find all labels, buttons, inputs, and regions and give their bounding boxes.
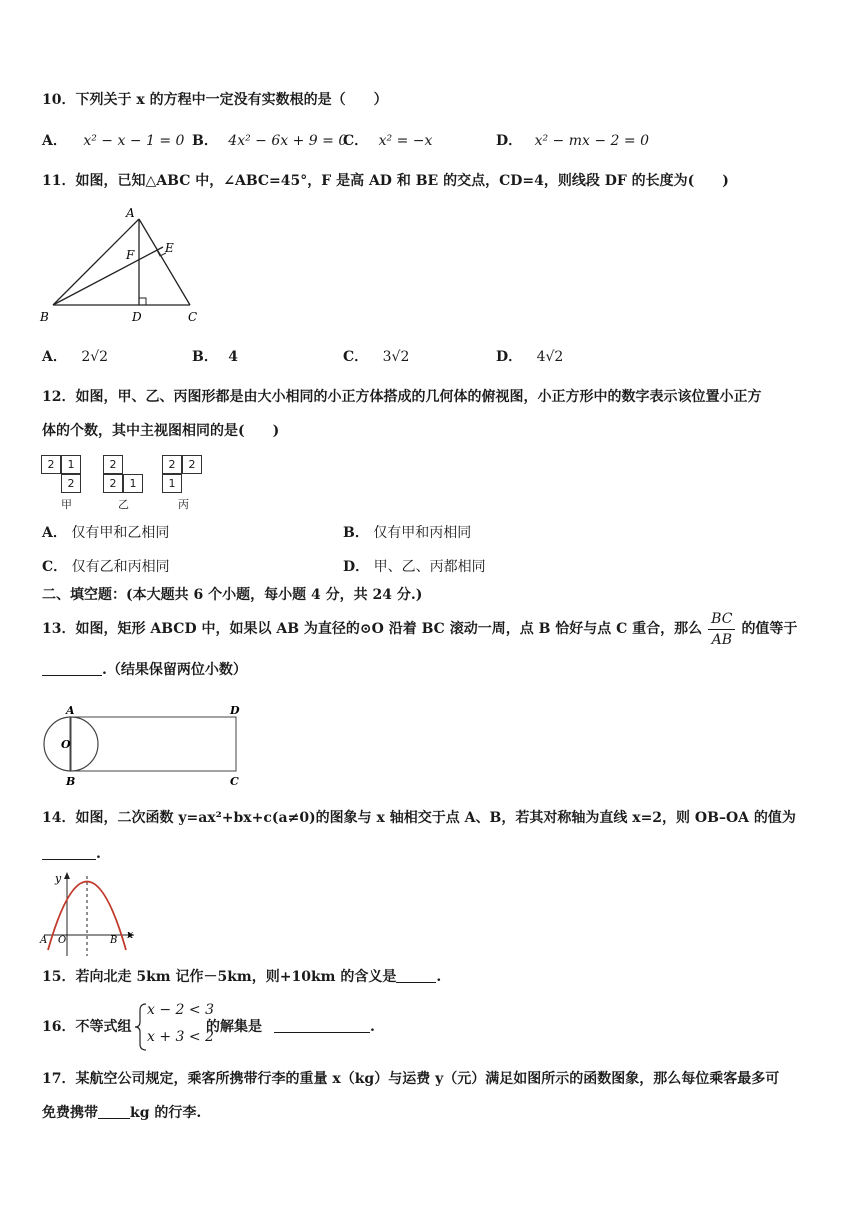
q11-option-d[interactable]	[496, 347, 563, 367]
q17-stem-line1: 17．某航空公司规定，乘客所携带行李的重量 x（kg）与运费 y（元）满足如图所示的函数图象，那么每位乘客最多可	[42, 1071, 780, 1087]
q12-option-c[interactable]	[42, 557, 170, 577]
q17-stem-line2	[42, 1103, 201, 1123]
q13-rectangle-figure	[40, 700, 250, 795]
vertex-label-c: C	[188, 310, 198, 324]
grid-cell: 2	[182, 455, 202, 474]
grid-cell: 2	[162, 455, 182, 474]
answer-blank[interactable]	[42, 661, 102, 676]
q17-line2-a: 免费携带	[42, 1105, 98, 1121]
option-value: 3√2	[382, 349, 410, 365]
q13-stem-a: 13．如图，矩形 ABCD 中，如果以 AB 为直径的⊙O 沿着 BC 滚动一周，点 B 恰好与点 C 重合，那么	[42, 621, 703, 637]
q10-stem: 10．下列关于 x 的方程中一定没有实数根的是（ ）	[42, 92, 388, 108]
q15-text: 15．若向北走 5km 记作－5km，则+10km 的含义是	[42, 969, 397, 985]
option-label: B．	[192, 133, 218, 149]
axis-label-y: y	[55, 872, 62, 885]
fraction-numerator: BC	[708, 611, 735, 630]
q12-stem-line2: 体的个数，其中主视图相同的是( )	[42, 423, 280, 439]
q16-tail: .	[370, 1019, 375, 1035]
q13-stem-b: 的值等于	[741, 621, 798, 637]
axis-label-x: x	[127, 928, 134, 941]
option-value: 4√2	[536, 349, 564, 365]
grid-label: 甲	[61, 498, 72, 511]
q13-stem-c: .（结果保留两位小数）	[102, 662, 247, 678]
option-label: A．	[42, 525, 67, 541]
q12-option-b[interactable]	[343, 523, 471, 543]
option-label: D．	[496, 133, 523, 149]
grid-cell: 1	[162, 474, 182, 493]
option-text: 仅有乙和丙相同	[71, 559, 170, 575]
vertex-label-c: C	[230, 775, 239, 788]
vertex-label-a: A	[126, 206, 135, 220]
q11-option-c[interactable]	[343, 347, 409, 367]
q10-option-a[interactable]	[42, 131, 184, 151]
q14-stem: 14．如图，二次函数 y=ax²+bx+c(a≠0)的图象与 x 轴相交于点 A、B，若其对称轴为直线 x=2，则 OB–OA 的值为	[42, 810, 796, 826]
q11-stem: 11．如图，已知△ABC 中，∠ABC=45°，F 是高 AD 和 BE 的交点，CD=4，则线段 DF 的长度为( )	[42, 173, 729, 189]
q13-stem	[42, 610, 797, 648]
equation: x² − x − 1 = 0	[83, 133, 185, 149]
inequality-1: x − 2 < 3	[147, 1002, 214, 1018]
option-text: 甲、乙、丙都相同	[373, 559, 486, 575]
q14-parabola-figure	[38, 868, 138, 960]
grid-cell: 1	[123, 474, 143, 493]
option-value: 4	[228, 349, 239, 365]
vertex-label-a: A	[66, 704, 75, 717]
vertex-label-b: B	[66, 775, 76, 788]
origin-label-o: O	[58, 935, 67, 946]
option-label: A．	[42, 133, 67, 149]
q11-option-b[interactable]	[192, 347, 238, 367]
q14-stem-line2	[42, 844, 101, 864]
equation: x² = −x	[378, 133, 433, 149]
q17-line2-b: kg 的行李.	[130, 1105, 202, 1121]
option-label: A．	[42, 349, 67, 365]
q10-option-b[interactable]	[192, 131, 347, 151]
option-label: B．	[192, 349, 218, 365]
grid-cell: 2	[61, 474, 81, 493]
grid-cell: 2	[103, 455, 123, 474]
vertex-label-d: D	[132, 310, 142, 324]
q12-option-a[interactable]	[42, 523, 169, 543]
q15-tail: .	[436, 969, 442, 985]
left-brace	[134, 1002, 148, 1052]
inequality-2: x + 3 < 2	[147, 1029, 214, 1045]
q10-option-d[interactable]	[496, 131, 649, 151]
answer-blank[interactable]	[396, 968, 436, 983]
answer-blank[interactable]	[274, 1018, 370, 1033]
option-label: B．	[343, 525, 369, 541]
vertex-label-b: B	[40, 310, 49, 324]
center-label-o: O	[61, 738, 71, 751]
grid-cell: 1	[61, 455, 81, 474]
fraction-denominator: AB	[711, 631, 732, 648]
equation: x² − mx − 2 = 0	[534, 133, 649, 149]
option-value: 2√2	[81, 349, 109, 365]
option-label: D．	[496, 349, 523, 365]
q16-suffix-text: 的解集是	[206, 1019, 262, 1035]
q14-tail: .	[96, 846, 101, 862]
grid-label: 乙	[118, 498, 129, 511]
q12-option-d[interactable]	[343, 557, 486, 577]
option-label: C．	[343, 133, 369, 149]
grid-label: 丙	[178, 498, 189, 511]
q16-prefix: 16．不等式组	[42, 1019, 132, 1035]
q11-option-a[interactable]	[42, 347, 108, 367]
point-label-e: E	[165, 241, 174, 255]
option-label: C．	[42, 559, 68, 575]
q13-fraction	[708, 611, 735, 648]
option-label: C．	[343, 349, 369, 365]
point-label-a: A	[40, 935, 48, 946]
equation: 4x² − 6x + 9 = 0	[228, 133, 348, 149]
point-label-f: F	[126, 248, 135, 262]
grid-cell: 2	[103, 474, 123, 493]
q16-suffix	[206, 1017, 375, 1037]
q10-option-c[interactable]	[343, 131, 432, 151]
q12-stem-line1: 12．如图，甲、乙、丙图形都是由大小相同的小正方体搭成的几何体的俯视图，小正方形中的数字表示该位置小正方	[42, 389, 762, 405]
grid-cell: 2	[41, 455, 61, 474]
option-label: D．	[343, 559, 370, 575]
section-heading-fill-in: 二、填空题：(本大题共 6 个小题，每小题 4 分，共 24 分.)	[42, 587, 423, 603]
point-label-b: B	[110, 935, 118, 946]
vertex-label-d: D	[230, 704, 240, 717]
answer-blank[interactable]	[42, 845, 96, 860]
q13-stem-line2	[42, 660, 247, 680]
q11-triangle-figure	[38, 203, 208, 328]
answer-blank[interactable]	[98, 1104, 130, 1119]
option-text: 仅有甲和丙相同	[373, 525, 472, 541]
q15-stem	[42, 967, 441, 987]
option-text: 仅有甲和乙相同	[71, 525, 170, 541]
